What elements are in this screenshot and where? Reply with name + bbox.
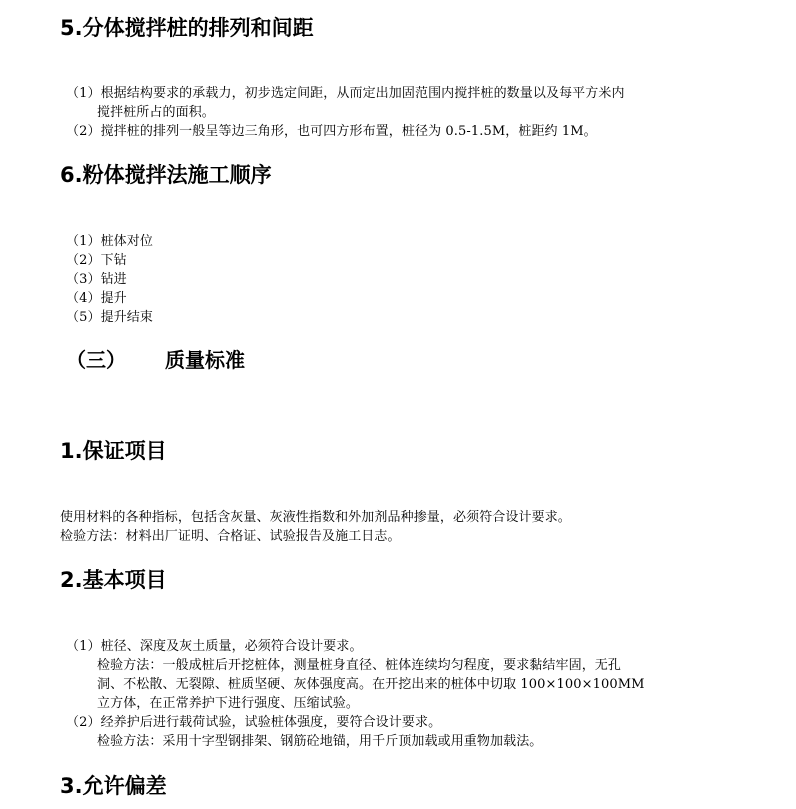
paragraph-line: 洞、不松散、无裂隙、桩质坚硬、灰体强度高。在开挖出来的桩体中切取 100×100×100MM xyxy=(97,677,645,692)
section-heading-6: 6.粉体搅拌法施工顺序 xyxy=(60,163,272,187)
paragraph-line: （2）经养护后进行载荷试验，试验桩体强度，要符合设计要求。 xyxy=(66,715,442,730)
paragraph-line: 搅拌桩所占的面积。 xyxy=(97,105,215,120)
paragraph-line: 使用材料的各种指标，包括含灰量、灰液性指数和外加剂品种掺量，必须符合设计要求。 xyxy=(60,510,571,525)
paragraph-line: 检验方法：采用十字型钢排架、钢筋砼地锚，用千斤顶加载或用重物加载法。 xyxy=(97,734,543,749)
paragraph-line: （2）搅拌桩的排列一般呈等边三角形，也可四方形布置，桩径为 0.5-1.5M，桩距约 1M。 xyxy=(66,124,597,139)
paragraph-line: 检验方法：一般成桩后开挖桩体，测量桩身直径、桩体连续均匀程度，要求黏结牢固，无孔 xyxy=(97,658,622,673)
section-heading-3: 3.允许偏差 xyxy=(60,774,167,798)
section-heading-2: 2.基本项目 xyxy=(60,568,167,592)
list-item: （2）下钻 xyxy=(66,253,127,268)
chapter-title: 质量标准 xyxy=(165,348,245,372)
chapter-heading xyxy=(66,347,245,373)
paragraph-line: （1）根据结构要求的承载力，初步选定间距，从而定出加固范围内搅拌桩的数量以及每平方米内 xyxy=(66,86,625,101)
section-heading-5: 5.分体搅拌桩的排列和间距 xyxy=(60,16,314,40)
list-item: （1）桩体对位 xyxy=(66,234,153,249)
list-item: （4）提升 xyxy=(66,291,127,306)
chapter-number: （三） xyxy=(66,348,126,372)
paragraph-line: （1）桩径、深度及灰土质量，必须符合设计要求。 xyxy=(66,639,363,654)
paragraph-line: 立方体，在正常养护下进行强度、压缩试验。 xyxy=(97,696,360,711)
paragraph-line: 检验方法：材料出厂证明、合格证、试验报告及施工日志。 xyxy=(60,529,401,544)
list-item: （5）提升结束 xyxy=(66,310,153,325)
list-item: （3）钻进 xyxy=(66,272,127,287)
section-heading-1: 1.保证项目 xyxy=(60,439,167,463)
